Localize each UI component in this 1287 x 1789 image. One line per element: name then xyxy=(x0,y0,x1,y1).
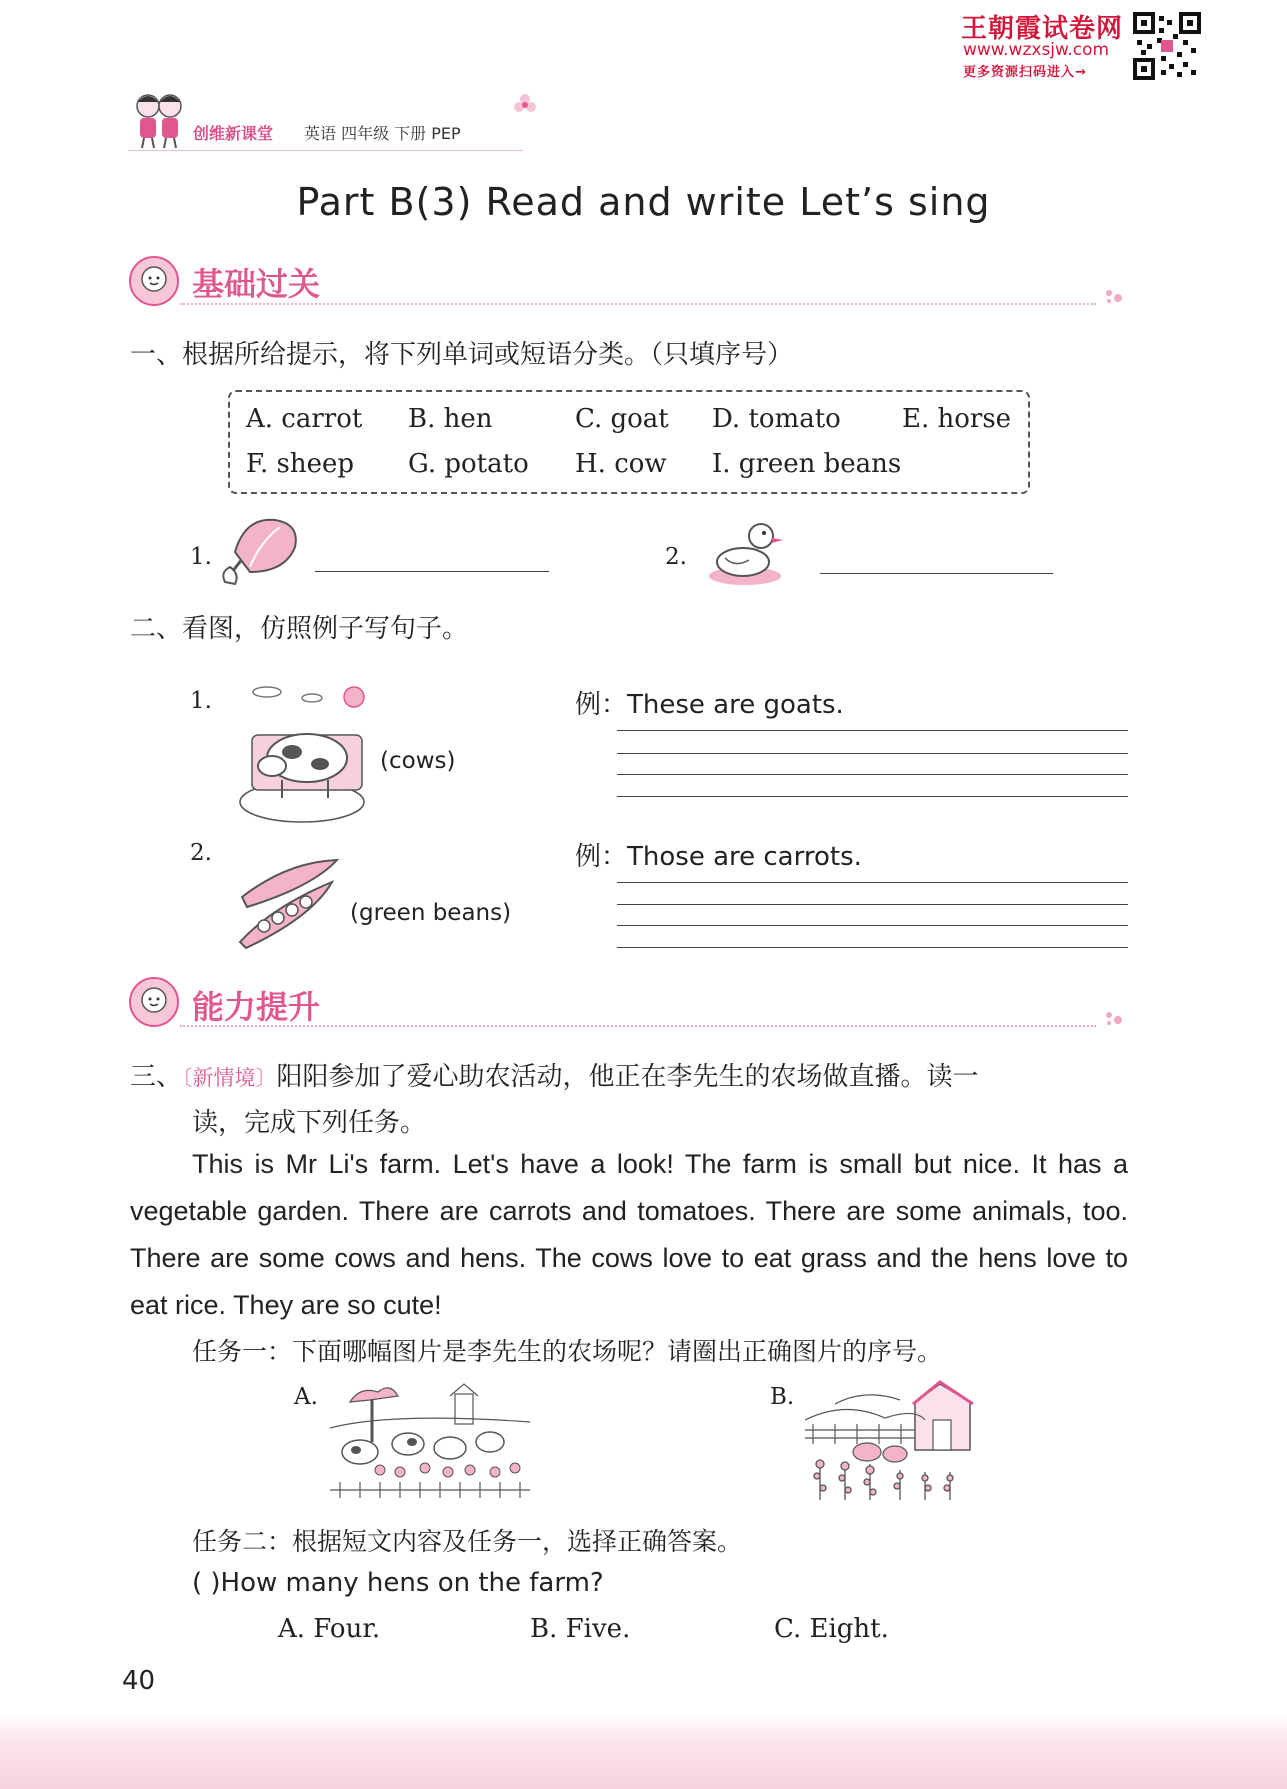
cows-picture-icon xyxy=(232,680,374,828)
q2-writing-line[interactable] xyxy=(617,904,1128,905)
brand-more-text: 更多资源扫码进入→ xyxy=(963,65,1087,80)
section-divider xyxy=(180,303,1096,305)
kids-mascot-icon xyxy=(128,88,190,150)
vegetable-icon xyxy=(215,512,305,588)
duck-icon xyxy=(705,510,787,588)
option-f: F. sheep xyxy=(246,449,355,479)
q2-writing-line[interactable] xyxy=(617,947,1128,948)
q2-hint-green-beans: (green beans) xyxy=(350,900,512,926)
header-divider xyxy=(128,150,523,151)
book-info: 英语 四年级 下册 PEP xyxy=(304,124,461,143)
option-a: A. carrot xyxy=(246,404,363,434)
option-g: G. potato xyxy=(408,449,529,479)
flower-decoration-icon xyxy=(512,92,538,118)
option-c: C. goat xyxy=(575,404,669,434)
choice-c[interactable]: C. Eight. xyxy=(774,1614,889,1644)
section-basic-title: 基础过关 xyxy=(192,265,321,303)
choice-b[interactable]: B. Five. xyxy=(530,1614,631,1644)
brand-name: 王朝霞试卷网 xyxy=(961,14,1124,44)
picture-a-label: A. xyxy=(294,1384,318,1410)
choice-a[interactable]: A. Four. xyxy=(278,1614,381,1644)
footer-band xyxy=(0,1715,1287,1789)
q3-instruction-line-1 xyxy=(130,1056,979,1093)
farm-picture-b[interactable] xyxy=(805,1380,975,1502)
q1-item-1-number: 1. xyxy=(190,544,212,570)
dots-decoration-icon xyxy=(1104,288,1128,304)
farm-picture-a[interactable] xyxy=(330,1382,530,1500)
q2-example-2: 例：Those are carrots. xyxy=(575,842,862,872)
page-number: 40 xyxy=(122,1666,156,1696)
q2-writing-line[interactable] xyxy=(617,925,1128,926)
q2-instruction: 二、看图，仿照例子写句子。 xyxy=(130,614,469,644)
section-badge-icon xyxy=(128,976,180,1028)
q2-hint-cows: (cows) xyxy=(380,748,456,774)
q3-instruction-text: 阳阳参加了爱心助农活动，他正在李先生的农场做直播。读一 xyxy=(276,1062,979,1092)
option-d: D. tomato xyxy=(712,404,841,434)
green-beans-icon xyxy=(232,852,344,952)
task-2-question[interactable]: ( )How many hens on the farm? xyxy=(192,1568,604,1598)
q1-instruction: 一、根据所给提示，将下列单词或短语分类。（只填序号） xyxy=(130,340,794,370)
section-divider xyxy=(180,1025,1096,1027)
q2-writing-line[interactable] xyxy=(617,730,1128,731)
option-b: B. hen xyxy=(408,404,493,434)
page-title: Part B(3) Read and write Let’s sing xyxy=(296,180,991,224)
q3-instruction-line-2: 读，完成下列任务。 xyxy=(192,1108,427,1138)
task-1-instruction: 任务一：下面哪幅图片是李先生的农场呢？请圈出正确图片的序号。 xyxy=(192,1337,943,1366)
reading-passage: This is Mr Li's farm. Let's have a look! The farm is small but nice. It has a vegetable garden. There are carrots and tomatoes. There are some animals, too. There are some cows and hens. The cows love to eat grass and the hens love to eat rice. They are so cute! xyxy=(130,1149,1128,1320)
q2-writing-line[interactable] xyxy=(617,774,1128,775)
q1-answer-1-line[interactable] xyxy=(315,571,549,572)
q1-item-2-number: 2. xyxy=(665,544,687,570)
qr-code-icon[interactable] xyxy=(1133,12,1201,80)
q2-item-2-number: 2. xyxy=(190,840,212,866)
q2-example-1: 例：These are goats. xyxy=(575,690,844,720)
q1-answer-2-line[interactable] xyxy=(820,573,1053,574)
option-e: E. horse xyxy=(902,404,1012,434)
picture-b-label: B. xyxy=(770,1384,795,1410)
option-i: I. green beans xyxy=(712,449,902,479)
series-name: 创维新课堂 xyxy=(193,124,274,143)
new-context-tag: 〔新情境〕 xyxy=(182,1066,277,1090)
section-advanced-title: 能力提升 xyxy=(192,988,321,1026)
section-badge-icon xyxy=(128,255,180,307)
task-2-instruction: 任务二：根据短文内容及任务一，选择正确答案。 xyxy=(192,1527,743,1556)
q2-item-1-number: 1. xyxy=(190,688,212,714)
q2-writing-line[interactable] xyxy=(617,753,1128,754)
q3-prefix: 三、 xyxy=(130,1062,183,1092)
option-h: H. cow xyxy=(575,449,667,479)
q2-writing-line[interactable] xyxy=(617,882,1128,883)
dots-decoration-icon xyxy=(1104,1010,1128,1026)
q2-writing-line[interactable] xyxy=(617,796,1128,797)
brand-url[interactable]: www.wzxsjw.com xyxy=(963,40,1110,60)
